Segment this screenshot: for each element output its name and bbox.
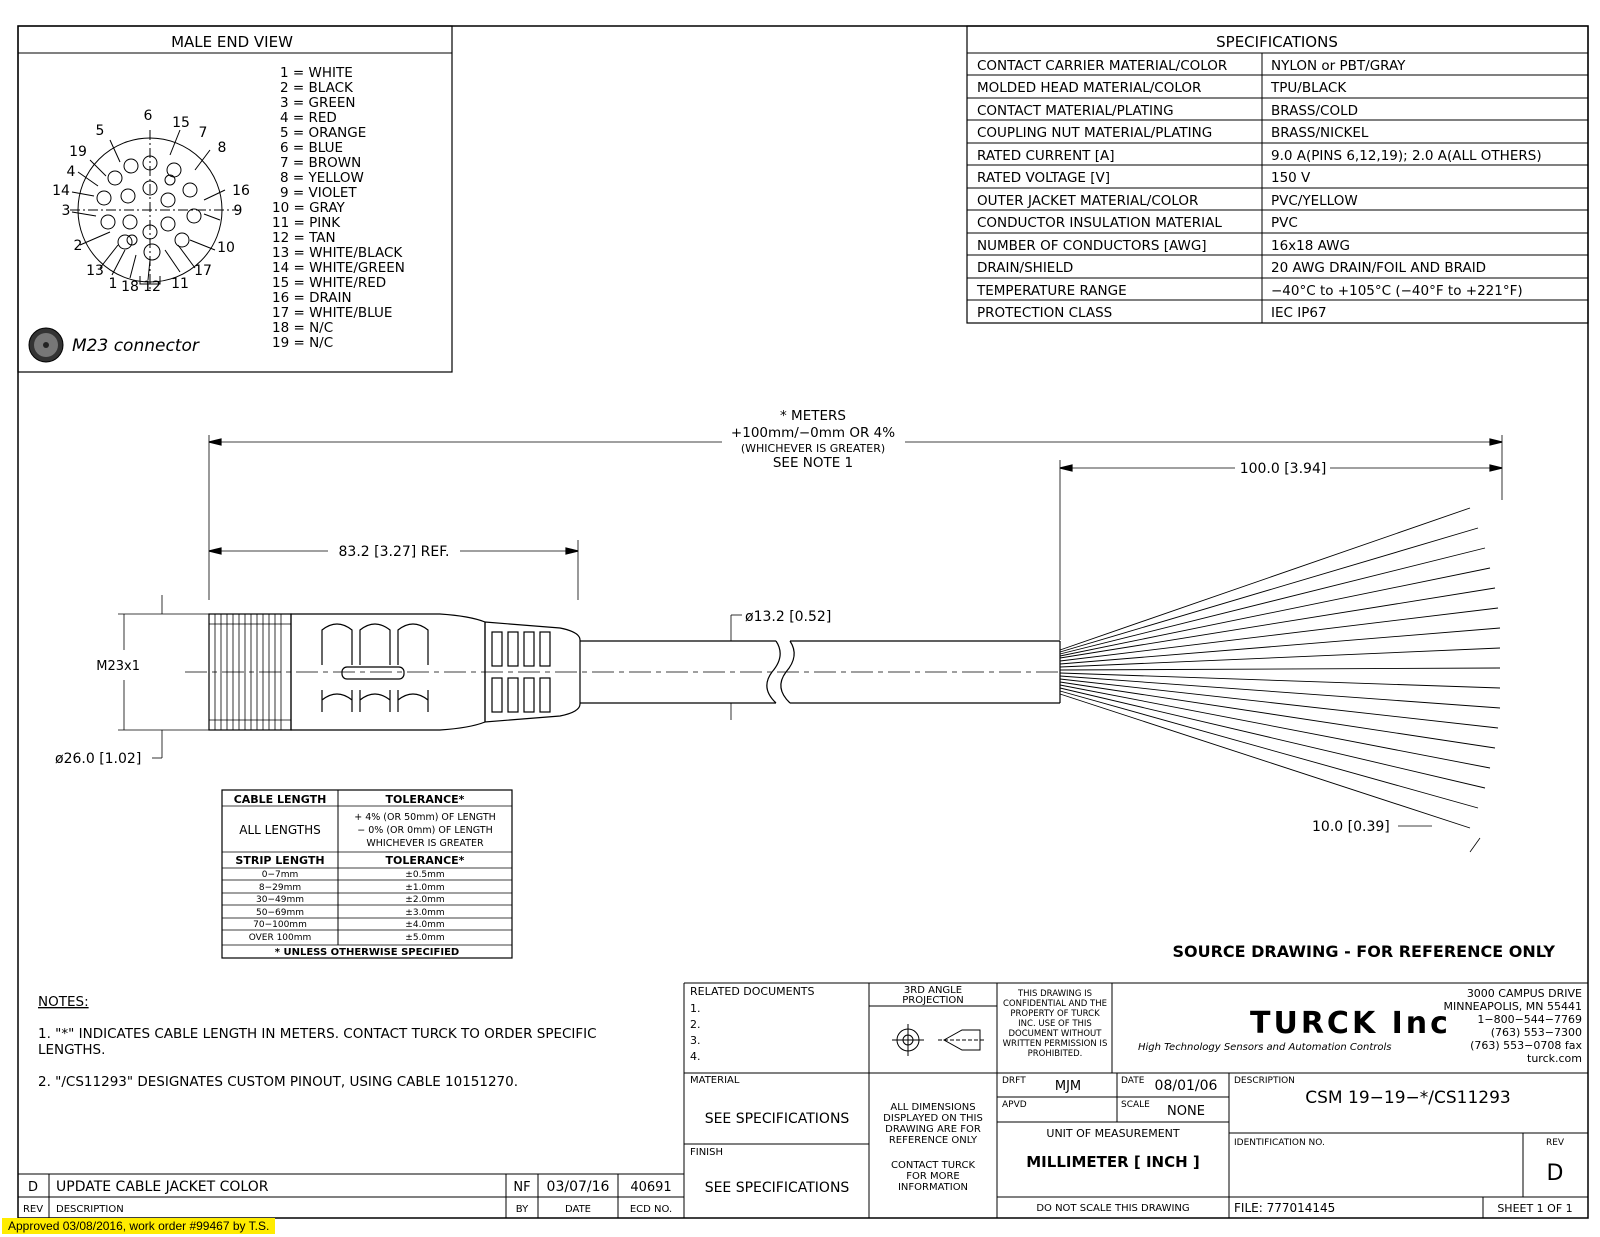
date-label: DATE — [1121, 1076, 1145, 1086]
tol-strip-value: ±5.0mm — [405, 933, 445, 943]
pin-label-7: 7 — [198, 125, 208, 141]
pin-label-9: 9 — [233, 203, 243, 219]
address-line: (763) 553−0708 fax — [1470, 1039, 1582, 1052]
pin-label-8: 8 — [217, 140, 227, 156]
pin-label-18: 18 — [121, 279, 139, 295]
turck-tagline: High Technology Sensors and Automation Controls — [1138, 1042, 1392, 1053]
confidential-line: PROPERTY OF TURCK — [1010, 1009, 1100, 1019]
contact-note-line: CONTACT TURCK — [890, 1160, 976, 1171]
spec-label: OUTER JACKET MATERIAL/COLOR — [977, 193, 1199, 209]
spec-label: CONDUCTOR INSULATION MATERIAL — [977, 215, 1222, 231]
rev-date-header: DATE — [564, 1204, 592, 1215]
notes-section — [38, 994, 597, 1090]
rev-by-header: BY — [515, 1204, 529, 1215]
spec-label: DRAIN/SHIELD — [977, 260, 1074, 276]
material-value: SEE SPECIFICATIONS — [704, 1111, 850, 1127]
spec-value: PVC/YELLOW — [1271, 193, 1358, 209]
tol-strip-range: OVER 100mm — [248, 933, 312, 943]
projection-label: PROJECTION — [902, 995, 964, 1006]
pinout-row: 8 = YELLOW — [280, 170, 364, 186]
address-line: MINNEAPOLIS, MN 55441 — [1443, 1000, 1582, 1013]
apvd-label: APVD — [1002, 1100, 1027, 1110]
dim-thread: M23x1 — [96, 659, 140, 674]
address-line: (763) 553−7300 — [1490, 1026, 1582, 1039]
tol-strip-value: ±3.0mm — [405, 908, 445, 918]
tol-strip-value: ±0.5mm — [405, 870, 445, 880]
dims-note-line: DRAWING ARE FOR — [885, 1124, 981, 1135]
spec-value: 16x18 AWG — [1271, 238, 1350, 254]
turck-logo: TURCK Inc — [1250, 1006, 1451, 1041]
rev-description: UPDATE CABLE JACKET COLOR — [56, 1179, 269, 1195]
spec-label: PROTECTION CLASS — [977, 305, 1113, 321]
drft-value: MJM — [1054, 1079, 1082, 1094]
male-end-view-panel — [18, 26, 452, 372]
rev-by: NF — [513, 1180, 531, 1195]
dim-head-length: 83.2 [3.27] REF. — [338, 544, 450, 560]
confidential-line: WRITTEN PERMISSION IS — [1002, 1039, 1108, 1049]
spec-value: BRASS/NICKEL — [1271, 125, 1369, 141]
scale-value: NONE — [1167, 1104, 1205, 1119]
pin-label-16: 16 — [232, 183, 250, 199]
pinout-row: 1 = WHITE — [280, 65, 353, 81]
tol-strip-value: ±4.0mm — [405, 920, 445, 930]
spec-label: NUMBER OF CONDUCTORS [AWG] — [977, 238, 1207, 254]
pin-label-10: 10 — [217, 240, 235, 256]
tol-strip-value: ±2.0mm — [405, 895, 445, 905]
approval-stamp: Approved 03/08/2016, work order #99467 by T.S. — [2, 1218, 275, 1234]
pinout-row: 17 = WHITE/BLUE — [272, 305, 393, 321]
connector-label: M23 connector — [72, 336, 199, 356]
pin-label-17: 17 — [194, 263, 212, 279]
m23-connector-icon — [29, 328, 63, 362]
tolerance-table — [222, 790, 512, 958]
rev-ecd: 40691 — [630, 1180, 672, 1195]
pin-label-3: 3 — [61, 203, 71, 219]
third-angle-projection-icon — [892, 1024, 986, 1056]
pinout-row: 11 = PINK — [272, 215, 341, 231]
confidential-line: DOCUMENT WITHOUT — [1008, 1029, 1102, 1039]
pin-label-19: 19 — [69, 144, 87, 160]
spec-value: 20 AWG DRAIN/FOIL AND BRAID — [1271, 260, 1487, 276]
rev-desc-header: DESCRIPTION — [56, 1204, 124, 1215]
address-line: 1−800−544−7769 — [1477, 1013, 1582, 1026]
related-doc-item: 4. — [690, 1050, 701, 1063]
tol-strip-value: ±1.0mm — [405, 883, 445, 893]
pinout-row: 2 = BLACK — [280, 80, 353, 96]
spec-value: NYLON or PBT/GRAY — [1271, 58, 1406, 74]
spec-label: MOLDED HEAD MATERIAL/COLOR — [977, 80, 1202, 96]
note-1: 1. "*" INDICATES CABLE LENGTH IN METERS. CONTACT TURCK TO ORDER SPECIFIC — [38, 1026, 597, 1042]
dim-wire-strip: 10.0 [0.39] — [1312, 819, 1390, 835]
finish-value: SEE SPECIFICATIONS — [704, 1180, 850, 1196]
uom-value: MILLIMETER [ INCH ] — [1026, 1153, 1200, 1171]
rev-ecd-header: ECD NO. — [629, 1204, 673, 1215]
contact-note-line: INFORMATION — [897, 1182, 969, 1193]
spec-label: CONTACT MATERIAL/PLATING — [977, 103, 1174, 119]
spec-value: TPU/BLACK — [1271, 80, 1347, 96]
dims-note-line: DISPLAYED ON THIS — [883, 1113, 983, 1124]
pin-label-1: 1 — [108, 276, 118, 292]
tol-strip-range: 8−29mm — [258, 883, 302, 893]
length-note-line: * METERS — [780, 408, 846, 424]
pinout-row: 3 = GREEN — [280, 95, 356, 111]
pinout-row: 16 = DRAIN — [272, 290, 352, 306]
contact-note-line: FOR MORE — [906, 1171, 960, 1182]
confidential-line: THIS DRAWING IS — [1017, 989, 1093, 999]
spec-label: TEMPERATURE RANGE — [977, 283, 1127, 299]
pinout-row: 7 = BROWN — [280, 155, 362, 171]
uom-label: UNIT OF MEASUREMENT — [1046, 1127, 1180, 1140]
description-label: DESCRIPTION — [1234, 1076, 1295, 1086]
rev-value: D — [1546, 1161, 1564, 1186]
dim-cable-diameter: ø13.2 [0.52] — [745, 609, 832, 625]
pinout-row: 5 = ORANGE — [280, 125, 367, 141]
tol-header: TOLERANCE* — [385, 793, 465, 806]
scale-label: SCALE — [1121, 1100, 1150, 1110]
dim-strip-length: 100.0 [3.94] — [1239, 461, 1327, 477]
finish-label: FINISH — [690, 1147, 723, 1158]
pin-label-15: 15 — [172, 115, 190, 131]
pin-label-5: 5 — [95, 123, 105, 139]
pin-label-13: 13 — [86, 263, 104, 279]
sheet-number: SHEET 1 OF 1 — [1497, 1202, 1573, 1215]
tol-all-line: + 4% (OR 50mm) OF LENGTH — [354, 812, 496, 823]
dims-note-line: REFERENCE ONLY — [888, 1135, 978, 1146]
pinout-row: 15 = WHITE/RED — [272, 275, 387, 291]
pinout-row: 14 = WHITE/GREEN — [272, 260, 405, 276]
related-docs-label: RELATED DOCUMENTS — [690, 985, 815, 998]
spec-label: CONTACT CARRIER MATERIAL/COLOR — [977, 58, 1228, 74]
note-2: 2. "/CS11293" DESIGNATES CUSTOM PINOUT, USING CABLE 10151270. — [38, 1074, 519, 1090]
male-end-view-title: MALE END VIEW — [171, 33, 293, 51]
tol-footnote: * UNLESS OTHERWISE SPECIFIED — [274, 947, 460, 958]
related-doc-item: 2. — [690, 1018, 701, 1031]
rev-header: REV — [22, 1204, 44, 1215]
related-doc-item: 1. — [690, 1002, 701, 1015]
address-line: 3000 CAMPUS DRIVE — [1466, 987, 1582, 1000]
address-line: turck.com — [1527, 1052, 1582, 1065]
tol-all-lengths: ALL LENGTHS — [239, 823, 321, 837]
spec-value: 9.0 A(PINS 6,12,19); 2.0 A(ALL OTHERS) — [1271, 148, 1542, 164]
title-block — [684, 983, 1588, 1218]
notes-title: NOTES: — [38, 994, 89, 1010]
description-value: CSM 19−19−*/CS11293 — [1305, 1088, 1511, 1108]
revision-block — [18, 983, 684, 1218]
pinout-row: 18 = N/C — [272, 320, 334, 336]
length-note-line: +100mm/−0mm OR 4% — [730, 425, 896, 441]
rev-letter: D — [27, 1180, 39, 1195]
projection-label: 3RD ANGLE — [903, 985, 963, 996]
tol-strip-header: STRIP LENGTH — [235, 854, 325, 867]
spec-label: COUPLING NUT MATERIAL/PLATING — [977, 125, 1213, 141]
tol-cable-header: CABLE LENGTH — [233, 793, 327, 806]
spec-value: −40°C to +105°C (−40°F to +221°F) — [1271, 283, 1523, 299]
pin-label-14: 14 — [52, 183, 70, 199]
tol-strip-range: 70−100mm — [253, 920, 307, 930]
confidential-line: CONFIDENTIAL AND THE — [1003, 999, 1107, 1009]
no-scale-note: DO NOT SCALE THIS DRAWING — [1036, 1203, 1190, 1214]
pinout-row: 19 = N/C — [272, 335, 334, 351]
tol-strip-range: 0−7mm — [261, 870, 299, 880]
tol-all-line: − 0% (OR 0mm) OF LENGTH — [357, 825, 493, 836]
date-value: 08/01/06 — [1154, 1078, 1218, 1094]
pinout-row: 13 = WHITE/BLACK — [272, 245, 403, 261]
drft-label: DRFT — [1002, 1076, 1026, 1086]
specifications-title: SPECIFICATIONS — [1216, 33, 1338, 51]
pinout-row: 6 = BLUE — [280, 140, 344, 156]
pin-label-6: 6 — [143, 108, 153, 124]
tol-all-line: WHICHEVER IS GREATER — [366, 838, 484, 849]
source-note: SOURCE DRAWING - FOR REFERENCE ONLY — [1172, 942, 1555, 961]
tol-strip-range: 30−49mm — [256, 895, 304, 905]
spec-label: RATED VOLTAGE [V] — [977, 170, 1111, 186]
dim-head-diameter: ø26.0 [1.02] — [55, 751, 142, 767]
pinout-row: 10 = GRAY — [272, 200, 345, 216]
material-label: MATERIAL — [690, 1075, 740, 1086]
spec-label: RATED CURRENT [A] — [977, 148, 1115, 164]
rev-date: 03/07/16 — [546, 1179, 610, 1195]
confidential-line: PROHIBITED. — [1027, 1049, 1083, 1059]
pinout-row: 4 = RED — [280, 110, 337, 126]
length-note-line: (WHICHEVER IS GREATER) — [740, 442, 886, 455]
confidential-line: INC. USE OF THIS — [1018, 1019, 1092, 1029]
pin-label-2: 2 — [73, 238, 83, 254]
pinout-row: 12 = TAN — [272, 230, 336, 246]
pinout-list — [272, 65, 405, 351]
connector-pin-numbers — [52, 108, 250, 295]
tol-header-2: TOLERANCE* — [385, 854, 465, 867]
pin-label-11: 11 — [171, 276, 189, 292]
length-note-line: SEE NOTE 1 — [772, 455, 854, 471]
related-doc-item: 3. — [690, 1034, 701, 1047]
rev-label: REV — [1545, 1138, 1565, 1148]
tol-strip-range: 50−69mm — [256, 908, 304, 918]
spec-value: 150 V — [1271, 170, 1311, 186]
pin-label-12: 12 — [143, 279, 161, 295]
specifications-table — [967, 26, 1588, 323]
identification-label: IDENTIFICATION NO. — [1234, 1138, 1325, 1148]
note-1-cont: LENGTHS. — [38, 1042, 106, 1058]
pin-label-4: 4 — [66, 164, 76, 180]
file-number: FILE: 777014145 — [1234, 1201, 1336, 1215]
spec-value: IEC IP67 — [1271, 305, 1327, 321]
pinout-row: 9 = VIOLET — [280, 185, 357, 201]
spec-value: PVC — [1271, 215, 1298, 231]
dims-note-line: ALL DIMENSIONS — [890, 1102, 976, 1113]
spec-value: BRASS/COLD — [1271, 103, 1358, 119]
